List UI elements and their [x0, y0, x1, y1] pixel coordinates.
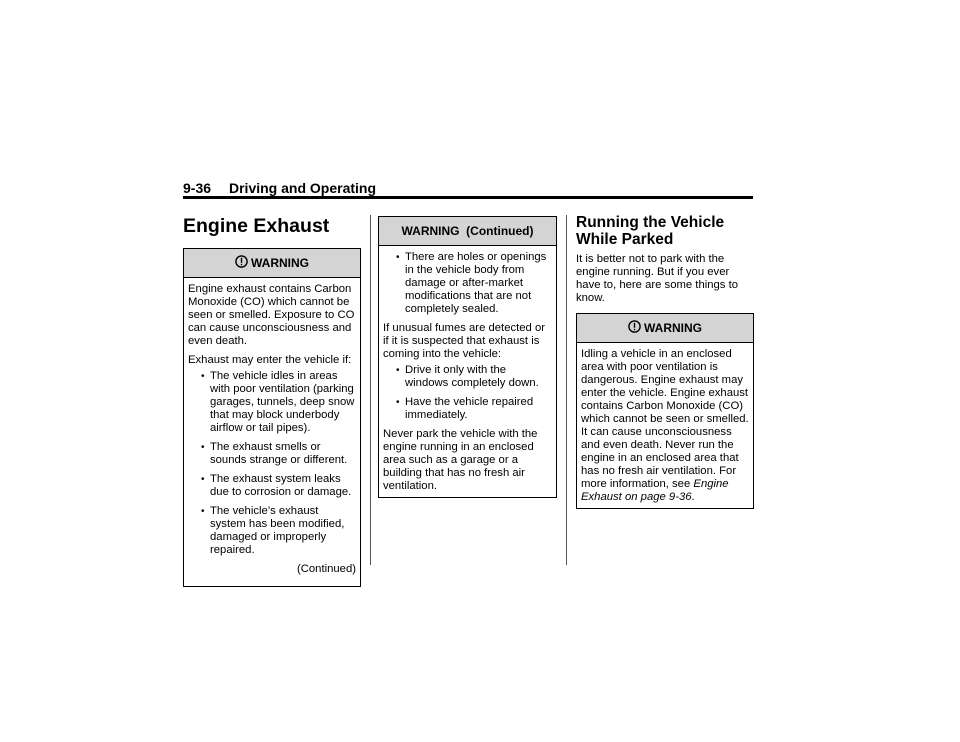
warning-header — [184, 249, 360, 278]
column-1 — [183, 214, 361, 587]
warning-text-block — [581, 348, 749, 504]
warning-header — [577, 314, 753, 343]
warning-label: WARNING (Continued) — [401, 223, 534, 238]
warning-intro: Engine exhaust contains Carbon Monoxide (CO) which cannot be seen or smelled. Exposure to CO can cause unconsciousness and even death. — [188, 283, 355, 347]
continued-note: (Continued) — [296, 563, 356, 575]
warning-label: WARNING — [644, 320, 702, 335]
list-item: • The vehicle idles in areas with poor ventilation (parking garages, tunnels, deep snow that may block underbody airflow or tail pipes). — [188, 370, 356, 435]
warning-box — [576, 313, 754, 509]
warning-icon — [235, 255, 248, 271]
intro-block — [576, 253, 754, 305]
warning-body — [379, 246, 556, 497]
exhaust-conditions-list — [188, 370, 356, 557]
section-title-engine-exhaust: Engine Exhaust — [183, 215, 330, 237]
page-number: 9-36 — [183, 180, 212, 196]
column-3 — [576, 214, 754, 509]
fumes-paragraph: If unusual fumes are detected or if it is suspected that exhaust is coming into the vehicle: — [383, 322, 546, 360]
column-2 — [378, 216, 557, 498]
page-header — [183, 180, 753, 196]
warning-lead: Exhaust may enter the vehicle if: — [188, 354, 352, 366]
list-item: • There are holes or openings in the vehicle body from damage or after-market modifications that are not completely sealed. — [383, 251, 552, 316]
list-item: • The exhaust smells or sounds strange or different. — [188, 441, 356, 467]
list-item: • Have the vehicle repaired immediately. — [383, 396, 552, 422]
list-item: • Drive it only with the windows completely down. — [383, 364, 552, 390]
warning-label: WARNING — [251, 255, 309, 270]
intro-paragraph: It is better not to park with the engine running. But if you ever have to, here are some things to know. — [576, 253, 739, 304]
column-divider-2 — [566, 215, 567, 565]
warning-body — [184, 278, 360, 586]
engine-exhaust-link[interactable]: Engine Exhaust on page 9-36 — [581, 478, 729, 503]
warning-body — [577, 343, 753, 508]
fumes-actions-list — [383, 364, 552, 422]
warning-text: Idling a vehicle in an enclosed area with poor ventilation is dangerous. Engine exhaust may enter the vehicle. Engine exhaust contains Carbon Monoxide (CO) which cannot be seen or smelled. It can cause unconsciousness and even death. Never run the engine in an enclosed area that has no fresh air ventilation. For more information, see — [581, 348, 749, 490]
never-park-paragraph: Never park the vehicle with the engine running in an enclosed area such as a garage or a building that has no fresh air ventilation. — [383, 428, 538, 492]
list-item: • The vehicle’s exhaust system has been modified, damaged or improperly repaired. — [188, 505, 356, 557]
chapter-title: Driving and Operating — [229, 180, 377, 196]
warning-text-end: . — [691, 491, 695, 503]
warning-icon — [628, 320, 641, 336]
warning-box — [183, 248, 361, 587]
exhaust-conditions-list-cont — [383, 251, 552, 316]
list-item: • The exhaust system leaks due to corrosion or damage. — [188, 473, 356, 499]
section-title-running-while-parked: Running the Vehicle While Parked — [576, 214, 725, 248]
header-rule — [183, 196, 753, 199]
warning-box-continued — [378, 216, 557, 498]
column-divider-1 — [370, 215, 371, 565]
warning-header — [379, 217, 556, 246]
